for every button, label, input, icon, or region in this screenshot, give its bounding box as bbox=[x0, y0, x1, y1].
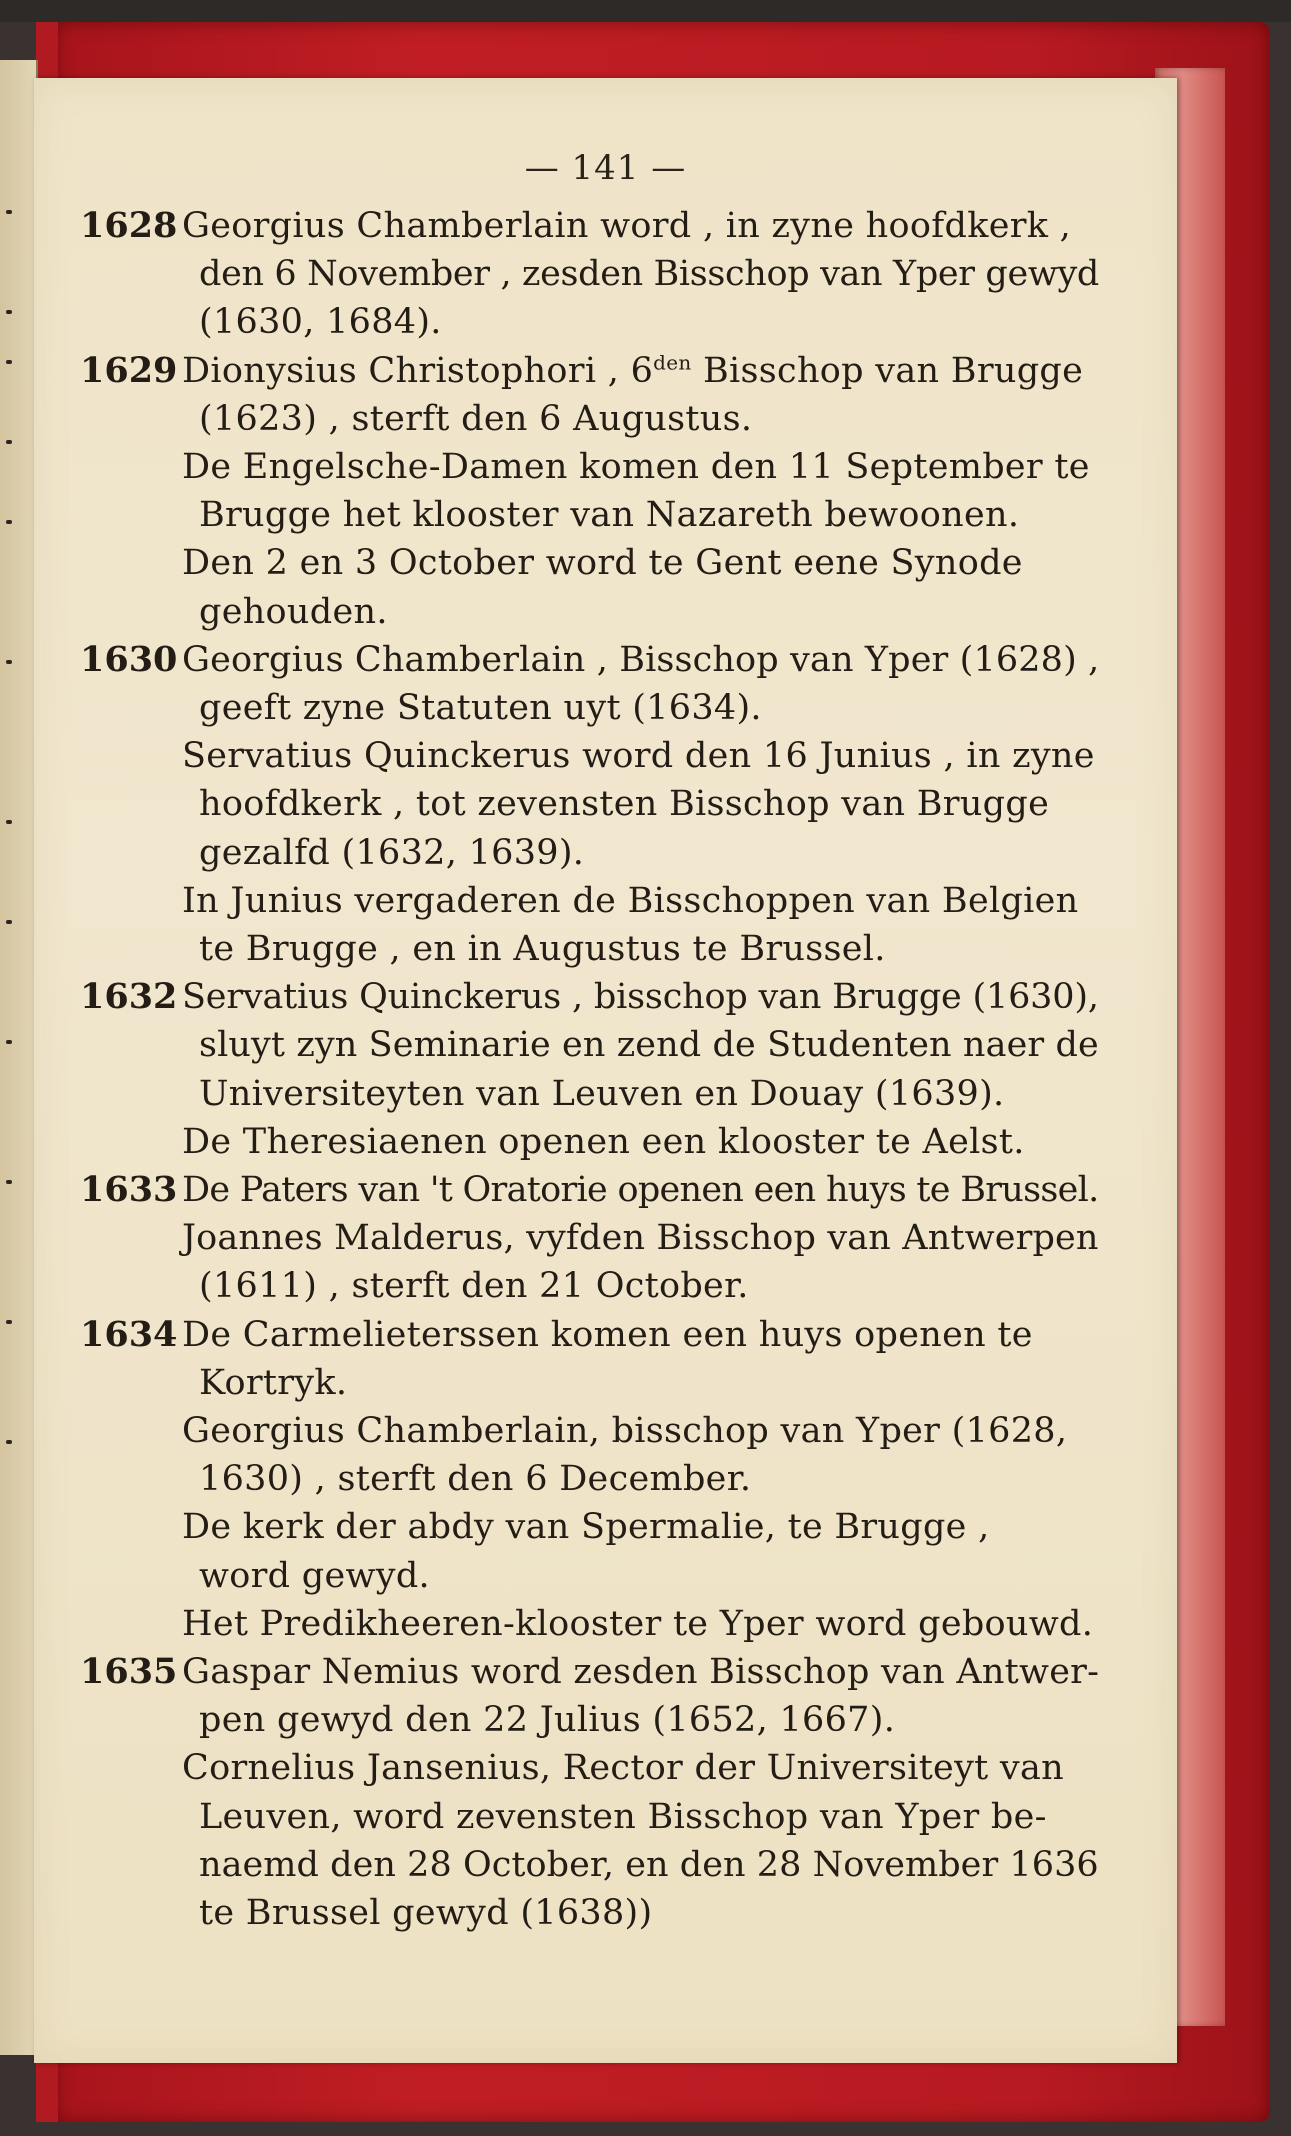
entry-year: 1628 bbox=[80, 205, 178, 246]
text-line bbox=[34, 973, 1177, 1021]
text-line bbox=[34, 395, 1177, 443]
facing-page-mark bbox=[6, 1180, 12, 1184]
line-text: De Theresiaenen openen een klooster te Aelst. bbox=[182, 1121, 1025, 1162]
line-text: geeft zyne Statuten uyt (1634). bbox=[199, 688, 762, 728]
line-text: naemd den 28 October, en den 28 November 1636 bbox=[199, 1844, 1099, 1885]
text-line bbox=[34, 1648, 1177, 1696]
text-line bbox=[34, 1600, 1177, 1648]
text-line bbox=[34, 1744, 1177, 1792]
text-line bbox=[34, 202, 1177, 250]
facing-page-mark bbox=[6, 360, 12, 364]
text-line bbox=[34, 636, 1177, 684]
facing-page-mark bbox=[6, 1320, 12, 1324]
text-line bbox=[34, 1166, 1177, 1214]
line-text: gehouden. bbox=[199, 591, 388, 632]
text-line bbox=[34, 298, 1177, 346]
line-text: Universiteyten van Leuven en Douay (1639). bbox=[199, 1073, 1005, 1114]
text-line bbox=[34, 1552, 1177, 1600]
text-line bbox=[34, 684, 1177, 732]
text-line bbox=[34, 491, 1177, 539]
line-text: Cornelius Jansenius, Rector der Universiteyt van bbox=[182, 1748, 1065, 1789]
facing-page-mark bbox=[6, 1040, 12, 1044]
line-text: gezalfd (1632, 1639). bbox=[199, 832, 585, 873]
line-text: De Carmelieterssen komen een huys openen te bbox=[182, 1314, 1033, 1355]
facing-page-mark bbox=[6, 1440, 12, 1444]
line-text: Brugge het klooster van Nazareth bewoonen. bbox=[199, 495, 1020, 536]
entry-year: 1635 bbox=[80, 1651, 178, 1692]
text-line bbox=[34, 1118, 1177, 1166]
line-text: In Junius vergaderen de Bisschoppen van Belgien bbox=[182, 880, 1079, 921]
text-line bbox=[34, 1407, 1177, 1455]
scan-background bbox=[0, 0, 1291, 22]
text-line bbox=[34, 443, 1177, 491]
line-text: (1623) , sterft den 6 Augustus. bbox=[199, 398, 753, 439]
facing-page-mark bbox=[6, 820, 12, 824]
text-line bbox=[34, 1503, 1177, 1551]
text-line bbox=[34, 1311, 1177, 1359]
line-text: te Brussel gewyd (1638)) bbox=[199, 1893, 653, 1933]
facing-page-mark bbox=[6, 440, 12, 444]
text-line bbox=[34, 877, 1177, 925]
line-text: Georgius Chamberlain , Bisschop van Yper (1628) , bbox=[182, 639, 1100, 680]
facing-page-mark bbox=[6, 920, 12, 924]
text-line bbox=[34, 732, 1177, 780]
text-line bbox=[34, 1889, 1177, 1937]
line-text: sluyt zyn Seminarie en zend de Studenten naer de bbox=[199, 1025, 1099, 1066]
text-line bbox=[34, 1262, 1177, 1310]
entry-year: 1630 bbox=[80, 638, 178, 680]
entry-year: 1632 bbox=[80, 976, 178, 1018]
line-text: word gewyd. bbox=[199, 1555, 430, 1596]
text-line bbox=[34, 1841, 1177, 1889]
line-text: (1630, 1684). bbox=[199, 302, 442, 343]
line-text: Den 2 en 3 October word te Gent eene Synode bbox=[182, 543, 1023, 584]
line-text: Georgius Chamberlain word , in zyne hoofdkerk , bbox=[182, 206, 1072, 246]
line-text: Servatius Quinckerus , bisschop van Brugge (1630), bbox=[182, 977, 1099, 1018]
line-text: pen gewyd den 22 Julius (1652, 1667). bbox=[199, 1700, 896, 1741]
entry-year: 1634 bbox=[80, 1313, 178, 1355]
line-text: Kortryk. bbox=[199, 1362, 348, 1403]
line-text: hoofdkerk , tot zevensten Bisschop van Brugge bbox=[199, 784, 1050, 825]
text-line bbox=[34, 539, 1177, 587]
facing-page-mark bbox=[6, 520, 12, 524]
facing-page-mark bbox=[6, 310, 12, 314]
text-line bbox=[34, 588, 1177, 636]
line-text: Servatius Quinckerus word den 16 Junius , in zyne bbox=[182, 736, 1095, 777]
page-number: — 141 — bbox=[524, 148, 687, 188]
text-line bbox=[34, 1793, 1177, 1841]
text-line bbox=[34, 1455, 1177, 1503]
line-text: Joannes Malderus, vyfden Bisschop van Antwerpen bbox=[182, 1218, 1099, 1259]
line-text: 1630) , sterft den 6 December. bbox=[199, 1459, 752, 1500]
entry-year: 1633 bbox=[80, 1169, 178, 1210]
line-text: De Paters van 't Oratorie openen een huys te Brussel. bbox=[182, 1170, 1099, 1210]
line-text: Dionysius Christophori , $6^{den}$ Bisschop van Brugge bbox=[182, 349, 1084, 391]
line-text: den 6 November , zesden Bisschop van Yper gewyd bbox=[199, 254, 1099, 295]
line-text: Gaspar Nemius word zesden Bisschop van Antwer- bbox=[182, 1652, 1100, 1692]
line-text: Georgius Chamberlain, bisschop van Yper (1628, bbox=[182, 1411, 1068, 1451]
line-text: Leuven, word zevensten Bisschop van Yper be- bbox=[199, 1796, 1047, 1837]
line-text: te Brugge , en in Augustus te Brussel. bbox=[199, 929, 886, 969]
text-line bbox=[34, 1696, 1177, 1744]
entry-year: 1629 bbox=[80, 349, 178, 391]
facing-page-mark bbox=[6, 210, 12, 214]
facing-page-mark bbox=[6, 660, 12, 664]
line-text: De Engelsche-Damen komen den 11 September te bbox=[182, 447, 1090, 487]
line-text: De kerk der abdy van Spermalie, te Brugge , bbox=[182, 1507, 990, 1548]
facing-page-edge bbox=[0, 60, 38, 2055]
text-line bbox=[34, 1070, 1177, 1118]
text-line bbox=[34, 780, 1177, 828]
text-line bbox=[34, 1359, 1177, 1407]
text-line bbox=[34, 347, 1177, 395]
line-text: Het Predikheeren-klooster te Yper word gebouwd. bbox=[182, 1603, 1094, 1644]
ordinal-superscript: den bbox=[653, 349, 692, 374]
text-line bbox=[34, 250, 1177, 298]
text-line bbox=[34, 925, 1177, 973]
text-line bbox=[34, 1214, 1177, 1262]
text-line bbox=[34, 1021, 1177, 1069]
text-line bbox=[34, 829, 1177, 877]
book-page bbox=[34, 78, 1177, 2063]
line-text: (1611) , sterft den 21 October. bbox=[199, 1266, 749, 1307]
